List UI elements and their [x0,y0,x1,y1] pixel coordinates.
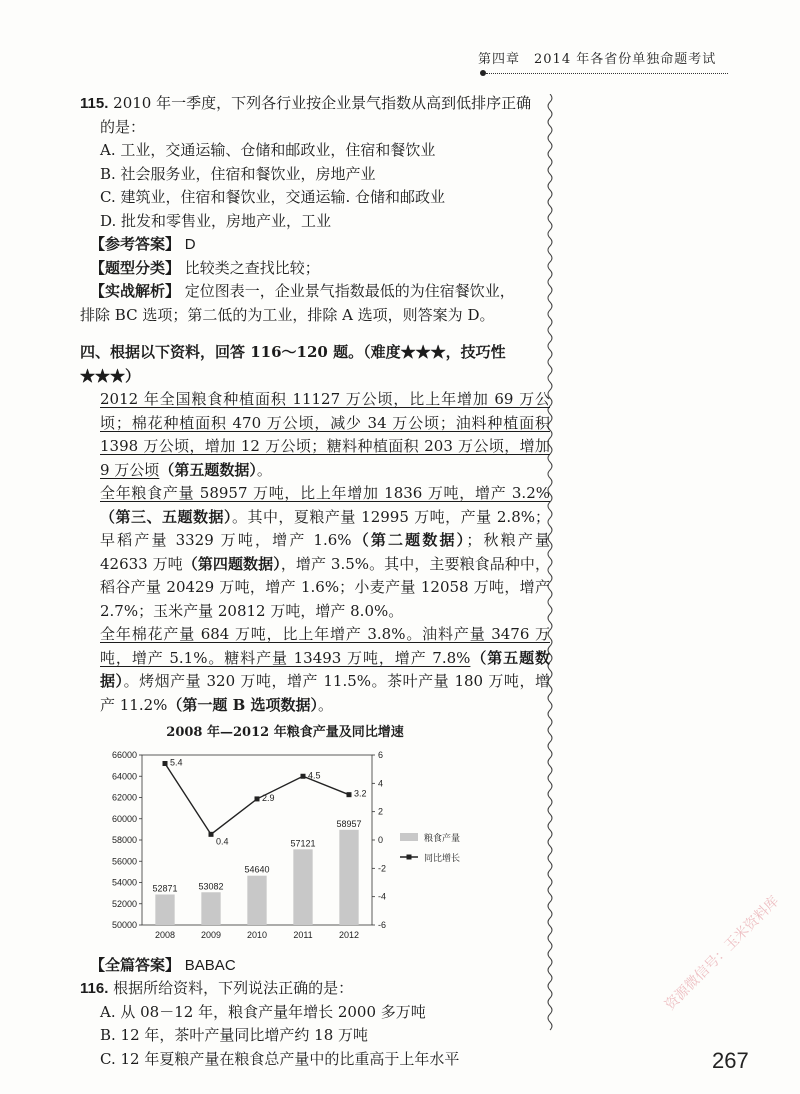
paragraph-2-text: ；秋粮产量 42633 万吨 [100,531,550,573]
option-a: A. 从 08－12 年，粮食产量年增长 2000 多万吨 [100,1002,426,1021]
data-note: （第五题数据） [100,648,550,690]
right-tick-label: 2 [378,806,384,817]
paragraph-3-text: 全年棉花产量 684 万吨，比上年增产 3.8%。油料产量 3476 万吨，增产 5.1%。糖料产量 13493 万吨，增产 7.8% [100,625,550,667]
legend-line-label: 同比增长 [424,852,461,863]
right-tick-label: -2 [378,862,387,873]
x-tick-label: 2008 [154,929,176,940]
type-value: 比较类之查找比较； [184,258,320,277]
growth-point [255,796,260,801]
paragraph-1 [80,388,550,482]
left-tick-label: 56000 [111,855,137,866]
running-header: 第四章 2014 年各省份单独命题考试 [478,52,717,67]
x-tick-label: 2012 [338,929,360,940]
bar [247,875,266,924]
x-tick-label: 2010 [246,929,268,940]
growth-point [209,831,214,836]
bar-label: 57121 [290,837,316,848]
left-tick-label: 54000 [111,877,137,887]
paragraph-1-text: 2012 年全国粮食种植面积 11127 万公顷，比上年增加 69 万公顷；棉花种植面积 470 万公顷，减少 34 万公顷；油料种植面积 1398 万公顷，增加 12 万公顷；糖料种植面积 203 万公顷，增加 9 万公顷 [100,390,550,479]
full-answer-value: BABAC [184,956,236,974]
left-tick-label: 62000 [111,792,137,802]
right-tick-label: -4 [378,891,387,902]
option-d: D. 批发和零售业，房地产业，工业 [100,211,332,230]
data-note: （第三、五题数据） [100,507,232,526]
analysis-text-cont: 排除 BC 选项；第二低的为工业，排除 A 选项，则答案为 D。 [80,305,495,324]
growth-point [347,792,352,797]
right-tick-label: -6 [378,919,387,930]
question-stem-cont: 的是： [100,117,146,136]
legend-bar-label: 粮食产量 [424,832,461,843]
option-b: B. 12 年，茶叶产量同比增产约 18 万吨 [100,1026,369,1044]
analysis-text: 定位图表一，企业景气指数最低的为住宿餐饮业， [184,282,515,300]
growth-label: 2.9 [262,792,275,803]
paragraph-2-text: ，增产 3.5%。其中，主要粮食品种中，稻谷产量 20429 万吨，增产 1.6%；小麦产量 12058 万吨，增产 2.7%；玉米产量 20812 万吨，增产 8.0%。 [100,554,550,620]
type-tag: 【题型分类】 [90,258,181,277]
x-tick-label: 2009 [200,929,222,940]
bar [293,849,312,925]
answer-tag: 【参考答案】 [90,235,181,253]
growth-label: 4.5 [308,769,321,780]
bar [155,894,174,925]
option-c: C. 12 年夏粮产量在粮食总产量中的比重高于上年水平 [100,1049,460,1068]
punct: 。 [256,460,272,479]
data-note: （第四题数据） [182,554,281,573]
chart-title: 2008 年—2012 年粮食产量及同比增速 [166,725,404,740]
right-tick-label: 0 [378,834,384,845]
data-note: （第二题数据） [351,531,467,549]
left-tick-label: 50000 [111,919,137,930]
bar-label: 52871 [152,882,178,893]
answer-value: D [184,236,196,253]
bar-label: 53082 [198,880,224,891]
watermark: 资源微信号：玉米资料库 [662,893,783,1014]
legend-bar-swatch [400,833,418,841]
left-tick-label: 60000 [111,813,137,824]
left-tick-label: 66000 [111,749,137,760]
option-b: B. 社会服务业，住宿和餐饮业，房地产业 [100,164,376,183]
left-tick-label: 64000 [111,770,137,781]
bar [339,829,358,924]
header-rule [486,73,728,74]
page-content [80,92,550,1071]
chart-svg [80,747,550,952]
option-c: C. 建筑业，住宿和餐饮业，交通运输. 仓储和邮政业 [100,188,446,206]
section-heading: 四、根据以下资料，回答 116～120 题。（难度★★★，技巧性★★★） [80,343,506,385]
growth-point [301,773,306,778]
section-4 [80,341,550,952]
bar-label: 54640 [244,864,270,875]
x-tick-label: 2011 [293,929,313,940]
paragraph-2 [80,482,550,623]
growth-label: 5.4 [170,757,183,767]
data-note: （第五题数据） [159,460,257,479]
paragraph-3-text: 。烤烟产量 320 万吨，增产 11.5%。茶叶产量 180 万吨，增产 11.2% [100,672,550,714]
left-tick-label: 52000 [111,898,137,909]
growth-label: 0.4 [216,835,229,846]
option-a: A. 工业，交通运输、仓储和邮政业，住宿和餐饮业 [100,141,436,159]
question-115 [80,92,550,327]
growth-point [163,761,168,766]
question-stem: 根据所给资料，下列说法正确的是： [113,979,354,997]
question-number: 115. [80,95,109,112]
full-answer-tag: 【全篇答案】 [90,955,181,974]
legend-line-marker [407,854,412,859]
right-tick-label: 4 [378,777,384,788]
paragraph-3-text: 。 [318,695,334,714]
question-stem: 2010 年一季度，下列各行业按企业景气指数从高到低排序正确 [113,94,532,112]
bar [201,892,220,925]
paragraph-2-text: 全年粮食产量 58957 万吨，比上年增加 1836 万吨，增产 3.2% [100,484,550,502]
bar-label: 58957 [336,818,362,829]
paragraph-2-text: 。其中，夏粮产量 12995 万吨，产量 2.8%；早稻产量 3329 万吨，增产 1.6% [100,507,550,549]
growth-label: 3.2 [354,788,367,799]
analysis-tag: 【实战解析】 [90,282,181,300]
question-116 [80,977,550,1071]
right-tick-label: 6 [378,749,384,760]
question-number: 116. [80,980,109,997]
chart [80,747,550,952]
left-tick-label: 58000 [111,834,137,845]
data-note: （第一题 B 选项数据） [167,695,319,714]
page-number: 267 [712,1048,749,1073]
paragraph-3 [80,623,550,717]
